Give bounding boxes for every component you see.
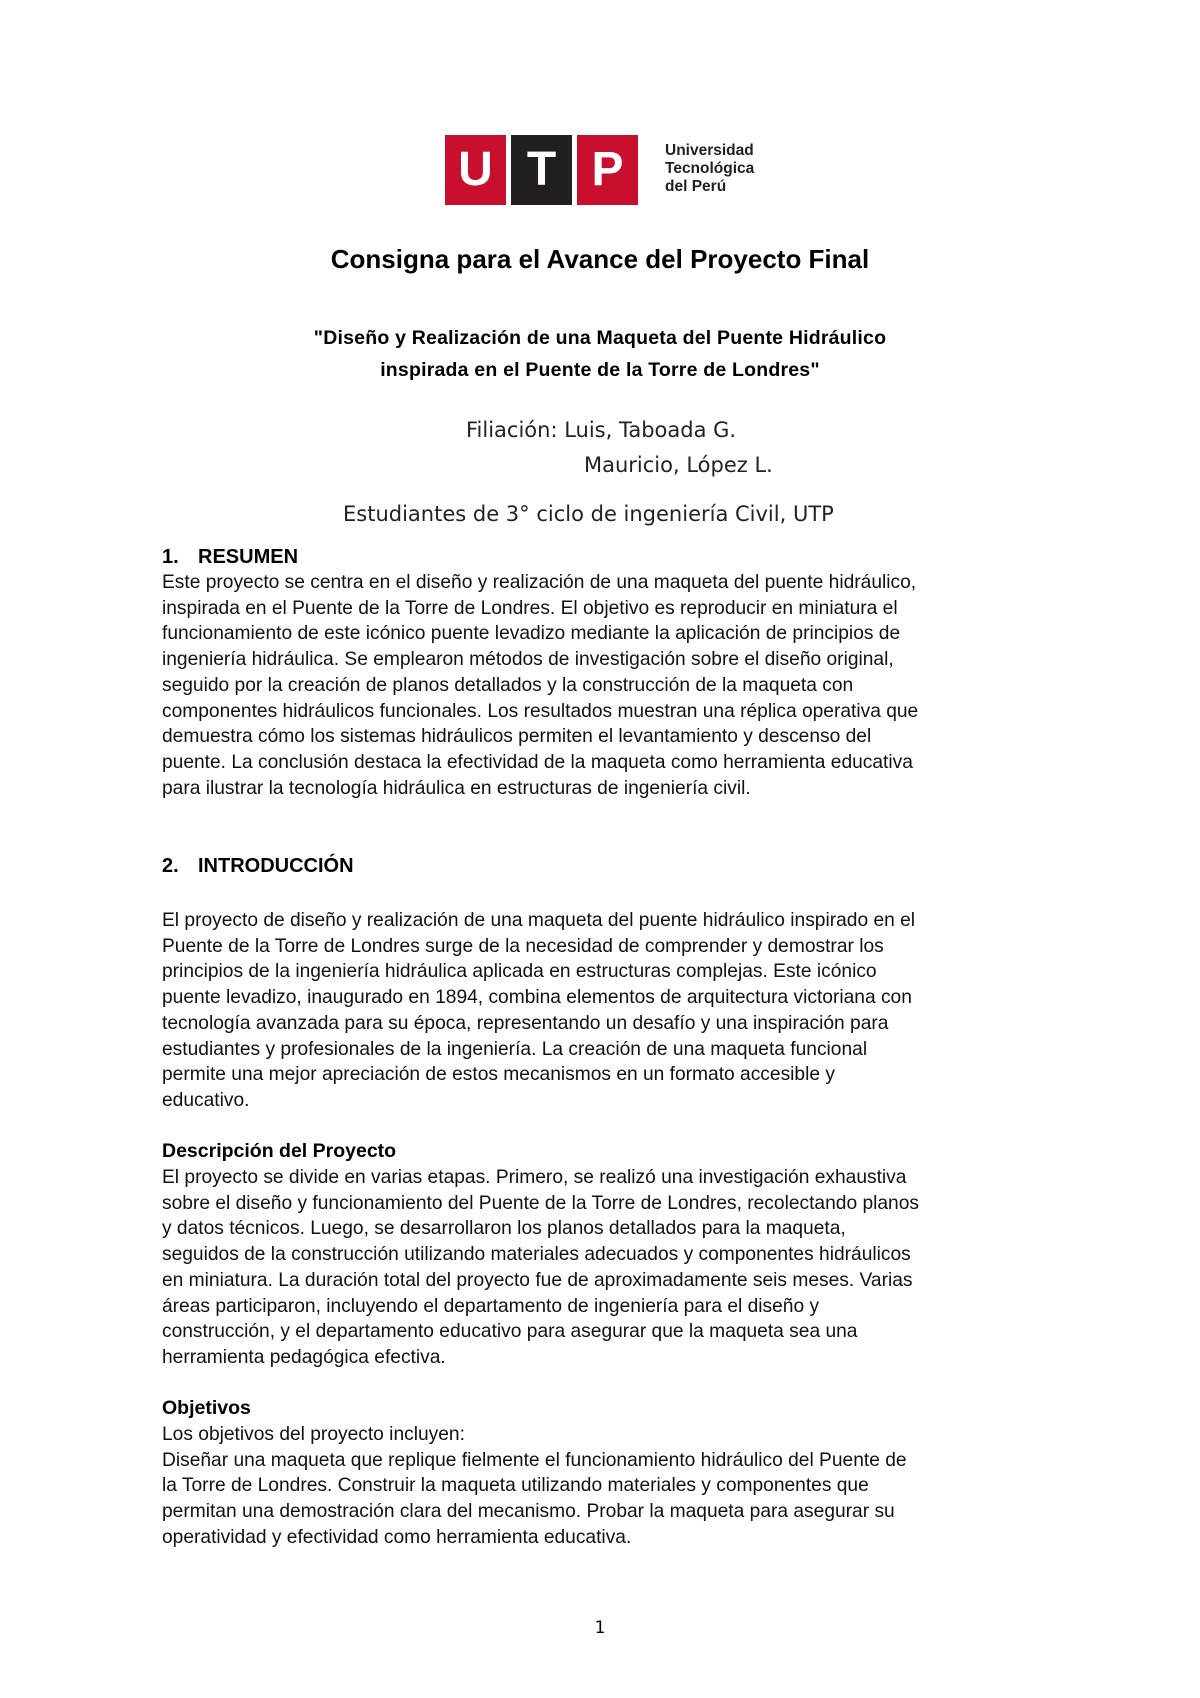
paragraph-line: permitan una demostración clara del mecanismo. Probar la maqueta para asegurar su	[162, 1501, 895, 1523]
paragraph-line: Este proyecto se centra en el diseño y realización de una maqueta del puente hidráulico,	[162, 572, 917, 593]
paragraph-line: áreas participaron, incluyendo el departamento de ingeniería para el diseño y	[162, 1295, 820, 1317]
introduccion-paragraph	[162, 908, 1047, 1114]
paragraph-line: demuestra cómo los sistemas hidráulicos permiten el levantamiento y descenso del	[162, 726, 872, 748]
logo-letter-t: T	[511, 135, 572, 205]
logo-text-line: del Perú	[665, 178, 727, 195]
paragraph-line: principios de la ingeniería hidráulica aplicada en estructuras complejas. Este icónico	[162, 961, 877, 983]
project-subtitle-line-2: inspirada en el Puente de la Torre de Londres"	[380, 359, 820, 381]
paragraph-line: para ilustrar la tecnología hidráulica en estructuras de ingeniería civil.	[162, 777, 751, 799]
logo-letter-u: U	[445, 135, 506, 205]
resumen-paragraph	[162, 570, 1047, 801]
logo-text-line: Tecnológica	[665, 160, 755, 177]
section-number: 2.	[162, 855, 179, 877]
paragraph-line: seguido por la creación de planos detallados y la construcción de la maqueta con	[162, 674, 854, 696]
affiliation-line-1: Filiación: Luis, Taboada G.	[466, 418, 737, 442]
paragraph-line: Diseñar una maqueta que replique fielmente el funcionamiento hidráulico del Puente de	[162, 1449, 907, 1471]
paragraph-line: El proyecto de diseño y realización de una maqueta del puente hidráulico inspirado en el	[162, 910, 916, 931]
paragraph-line: Puente de la Torre de Londres surge de la necesidad de comprender y demostrar los	[162, 935, 884, 957]
section-heading-introduccion	[162, 855, 354, 878]
paragraph-line: componentes hidráulicos funcionales. Los resultados muestran una réplica operativa que	[162, 700, 919, 722]
paragraph-line: y datos técnicos. Luego, se desarrollaron los planos detallados para la maqueta,	[162, 1218, 846, 1240]
paragraph-line: puente levadizo, inaugurado en 1894, combina elementos de arquitectura victoriana con	[162, 987, 912, 1009]
paragraph-line: funcionamiento de este icónico puente levadizo mediante la aplicación de principios de	[162, 623, 901, 645]
document-title: Consigna para el Avance del Proyecto Final	[330, 244, 870, 274]
logo-letter-p: P	[577, 135, 638, 205]
paragraph-line: Los objetivos del proyecto incluyen:	[162, 1424, 465, 1445]
paragraph-line: herramienta pedagógica efectiva.	[162, 1346, 446, 1368]
paragraph-line: educativo.	[162, 1089, 250, 1111]
paragraph-line: inspirada en el Puente de la Torre de Londres. El objetivo es reproducir en miniatura el	[162, 597, 898, 619]
page-number: 1	[594, 1618, 606, 1638]
logo-text-line: Universidad	[665, 142, 754, 159]
paragraph-line: la Torre de Londres. Construir la maqueta utilizando materiales y componentes que	[162, 1475, 869, 1497]
subheading-objetivos: Objetivos	[162, 1397, 251, 1419]
section-title: RESUMEN	[198, 546, 299, 568]
objetivos-paragraph	[162, 1422, 1047, 1551]
section-title: INTRODUCCIÓN	[198, 855, 354, 877]
paragraph-line: ingeniería hidráulica. Se emplearon métodos de investigación sobre el diseño original,	[162, 649, 894, 671]
paragraph-line: estudiantes y profesionales de la ingeniería. La creación de una maqueta funcional	[162, 1038, 868, 1060]
section-heading-resumen	[162, 546, 298, 569]
affiliation-line-3: Estudiantes de 3° ciclo de ingeniería Civil, UTP	[343, 502, 834, 526]
project-subtitle-line-1: "Diseño y Realización de una Maqueta del Puente Hidráulico	[313, 327, 887, 349]
utp-logo	[445, 135, 771, 205]
paragraph-line: puente. La conclusión destaca la efectividad de la maqueta como herramienta educativa	[162, 751, 913, 773]
affiliation-line-2: Mauricio, López L.	[584, 453, 773, 477]
subheading-descripcion: Descripción del Proyecto	[162, 1140, 397, 1162]
paragraph-line: en miniatura. La duración total del proyecto fue de aproximadamente seis meses. Varias	[162, 1269, 913, 1291]
paragraph-line: El proyecto se divide en varias etapas. Primero, se realizó una investigación exhaustiva	[162, 1167, 907, 1188]
section-number: 1.	[162, 546, 179, 568]
paragraph-line: operatividad y efectividad como herramienta educativa.	[162, 1526, 632, 1548]
paragraph-line: construcción, y el departamento educativo para asegurar que la maqueta sea una	[162, 1321, 858, 1343]
paragraph-line: sobre el diseño y funcionamiento del Puente de la Torre de Londres, recolectando planos	[162, 1192, 919, 1214]
logo-university-name	[665, 142, 775, 196]
paragraph-line: permite una mejor apreciación de estos mecanismos en un formato accesible y	[162, 1064, 835, 1086]
paragraph-line: seguidos de la construcción utilizando materiales adecuados y componentes hidráulicos	[162, 1244, 911, 1266]
paragraph-line: tecnología avanzada para su época, representando un desafío y una inspiración para	[162, 1012, 889, 1034]
descripcion-paragraph	[162, 1165, 1047, 1371]
